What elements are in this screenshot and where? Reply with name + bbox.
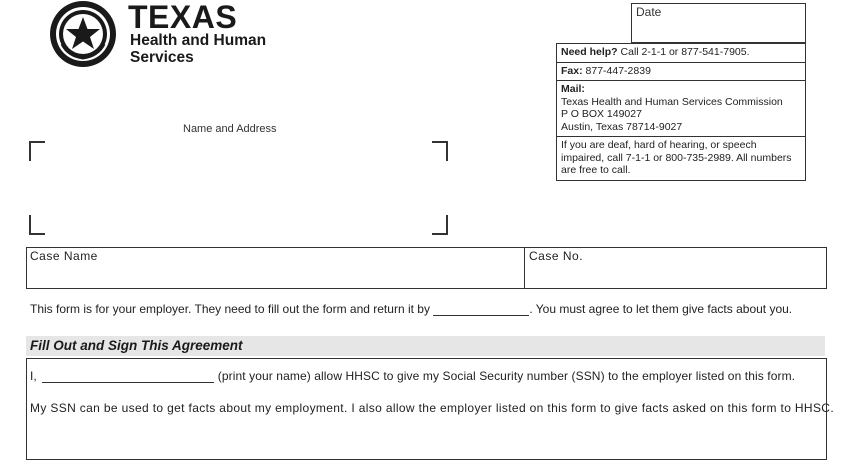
mail-label: Mail: — [561, 83, 585, 95]
return-instruction — [30, 301, 792, 316]
agreement-line-1 — [30, 368, 795, 383]
mail-line-3: Austin, Texas 78714-9027 — [561, 120, 683, 133]
mail-row — [557, 81, 805, 137]
address-window-corner-bottom-right — [432, 215, 448, 235]
instruction-text-before: This form is for your employer. They need to fill out the form and return it by — [30, 302, 430, 316]
need-help-label: Need help? — [561, 46, 618, 58]
case-name-label: Case Name — [30, 249, 98, 263]
section-title: Fill Out and Sign This Agreement — [30, 338, 243, 353]
address-window-corner-top-right — [432, 141, 448, 161]
deaf-info-text: If you are deaf, hard of hearing, or speech impaired, call 7-1-1 or 800-735-2989. All numbers are free to call. — [561, 139, 792, 176]
help-info-box — [556, 43, 806, 181]
texas-seal-logo — [44, 0, 122, 72]
name-address-label: Name and Address — [183, 123, 277, 135]
print-name-field[interactable] — [42, 368, 214, 383]
fax-number: 877-447-2839 — [585, 64, 651, 77]
return-date-field[interactable] — [433, 301, 529, 316]
deaf-info-row — [557, 137, 805, 180]
logo-agency-line1: Health and Human — [130, 32, 267, 49]
logo-agency-name — [130, 32, 266, 66]
address-window-corner-bottom-left — [29, 215, 45, 235]
agreement-line-2: My SSN can be used to get facts about my employment. I also allow the employer listed on this form to give facts asked on this form to HHSC. — [30, 401, 835, 415]
logo-texas-text: TEXAS — [128, 0, 238, 35]
logo-agency-line2: Services — [130, 49, 194, 66]
case-info-table — [26, 247, 827, 289]
instruction-text-after: . You must agree to let them give facts about you. — [529, 302, 793, 316]
date-label: Date — [636, 5, 662, 19]
mail-line-2: P O BOX 149027 — [561, 108, 642, 120]
fax-row — [557, 63, 805, 82]
mail-line-1: Texas Health and Human Services Commission — [561, 95, 783, 108]
agreement-prefix: I, — [30, 369, 37, 383]
agreement-line-1-text: (print your name) allow HHSC to give my Social Security number (SSN) to the employer listed on this form. — [217, 369, 796, 383]
address-window-corner-top-left — [29, 141, 45, 161]
case-divider — [524, 248, 525, 288]
need-help-text: Call 2-1-1 or 877-541-7905. — [620, 46, 750, 58]
case-number-label: Case No. — [529, 249, 584, 263]
need-help-row — [557, 44, 805, 63]
fax-label: Fax: — [561, 64, 583, 77]
